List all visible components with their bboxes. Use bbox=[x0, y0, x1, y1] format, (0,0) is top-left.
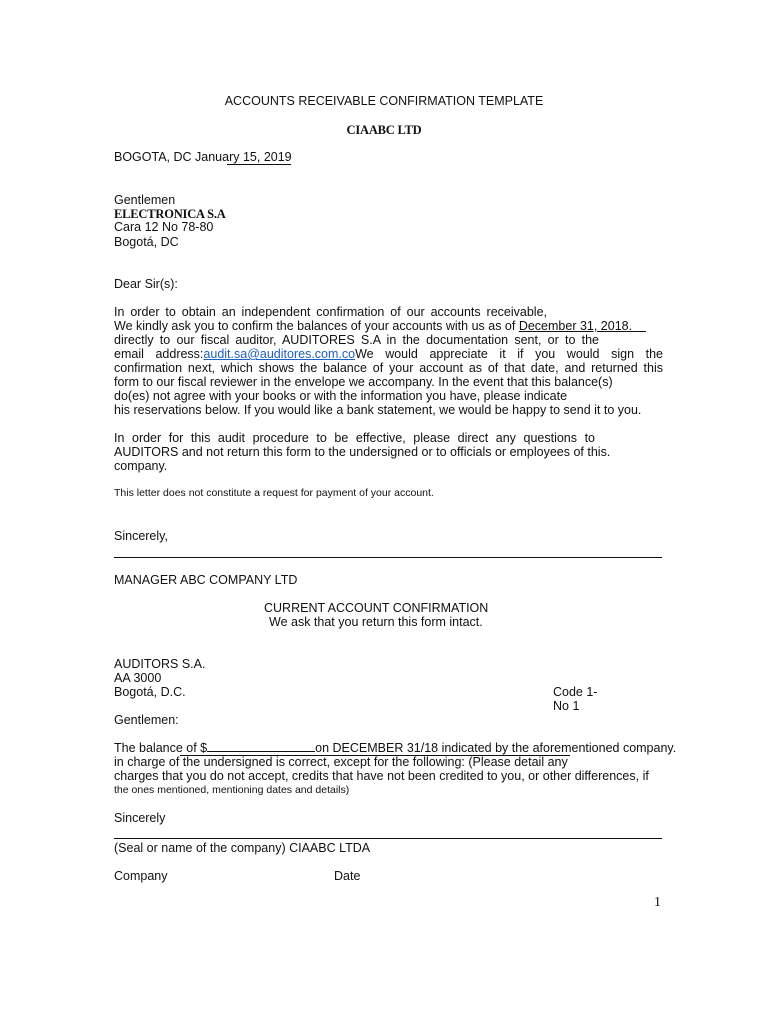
p1-line4-pre: email address: bbox=[114, 347, 204, 361]
document-title: ACCOUNTS RECEIVABLE CONFIRMATION TEMPLATE bbox=[224, 94, 544, 108]
p1-line1: In order to obtain an independent confirmation of our accounts receivable, bbox=[114, 305, 547, 319]
form-subtitle: We ask that you return this form intact. bbox=[269, 615, 483, 629]
form-signature-line bbox=[114, 838, 662, 839]
form-closing: Sincerely bbox=[114, 811, 166, 825]
p1-line4 bbox=[114, 347, 663, 361]
balance-post: on DECEMBER 31/18 indicated by the aforementioned company. bbox=[315, 741, 677, 755]
company-name: CIAABC LTD bbox=[346, 123, 422, 137]
form-salutation: Gentlemen: bbox=[114, 713, 179, 727]
p1-line4-post: We would appreciate it if you would sign the bbox=[355, 347, 663, 361]
page-number: 1 bbox=[654, 895, 661, 910]
p2-line2: AUDITORS and not return this form to the undersigned or to officials or employees of this. bbox=[114, 445, 611, 459]
balance-pre: The balance of $ bbox=[114, 741, 208, 755]
form-to-box: AA 3000 bbox=[114, 671, 162, 685]
date-underline bbox=[227, 164, 291, 165]
place-date-text: BOGOTA, DC January 15, 2019 bbox=[114, 150, 292, 164]
p2-line3: company. bbox=[114, 459, 168, 473]
p1-line3: directly to our fiscal auditor, AUDITORES S.A in the documentation sent, or to the bbox=[114, 333, 599, 347]
recipient-city: Bogotá, DC bbox=[114, 235, 179, 249]
seal-label: (Seal or name of the company) CIAABC LTDA bbox=[114, 841, 371, 855]
recipient-company: ELECTRONICA S.A bbox=[114, 207, 226, 221]
form-body-line2: in charge of the undersigned is correct, except for the following: (Please detail any bbox=[114, 755, 568, 769]
balance-amount-blank[interactable] bbox=[207, 741, 315, 752]
form-code-line2: No 1 bbox=[553, 699, 580, 713]
p2-line1: In order for this audit procedure to be effective, please direct any questions to bbox=[114, 431, 595, 445]
form-code-line1: Code 1- bbox=[553, 685, 598, 699]
date-label: Date bbox=[334, 869, 361, 883]
recipient-address: Cara 12 No 78-80 bbox=[114, 220, 214, 234]
form-to-city: Bogotá, D.C. bbox=[114, 685, 186, 699]
form-body-line3: charges that you do not accept, credits that have not been credited to you, or other differences, if bbox=[114, 769, 649, 783]
confirmation-date: December 31, 2018. bbox=[518, 319, 633, 333]
closing: Sincerely, bbox=[114, 529, 168, 543]
recipient-salutation: Gentlemen bbox=[114, 193, 176, 207]
signer: MANAGER ABC COMPANY LTD bbox=[114, 573, 298, 587]
p1-line8: his reservations below. If you would like a bank statement, we would be happy to send it to you. bbox=[114, 403, 642, 417]
p1-line6: form to our fiscal reviewer in the envelope we accompany. In the event that this balance(s) bbox=[114, 375, 613, 389]
signature-line bbox=[114, 557, 662, 558]
p1-line5: confirmation next, which shows the balance of your account as of that date, and returned this bbox=[114, 361, 663, 375]
p1-line2 bbox=[114, 319, 646, 333]
disclaimer: This letter does not constitute a request for payment of your account. bbox=[114, 487, 434, 499]
auditor-email-link[interactable]: audit.sa@auditores.com.co bbox=[203, 347, 356, 361]
greeting: Dear Sir(s): bbox=[114, 277, 178, 291]
form-body-line4: the ones mentioned, mentioning dates and details) bbox=[114, 784, 350, 796]
p1-line2-text: We kindly ask you to confirm the balances of your accounts with us as of bbox=[114, 319, 519, 333]
p1-line7: do(es) not agree with your books or with the information you have, please indicate bbox=[114, 389, 568, 403]
form-to-company: AUDITORS S.A. bbox=[114, 657, 206, 671]
form-title: CURRENT ACCOUNT CONFIRMATION bbox=[264, 601, 489, 615]
company-label: Company bbox=[114, 869, 168, 883]
place-date bbox=[114, 150, 301, 164]
balance-line bbox=[114, 741, 676, 755]
